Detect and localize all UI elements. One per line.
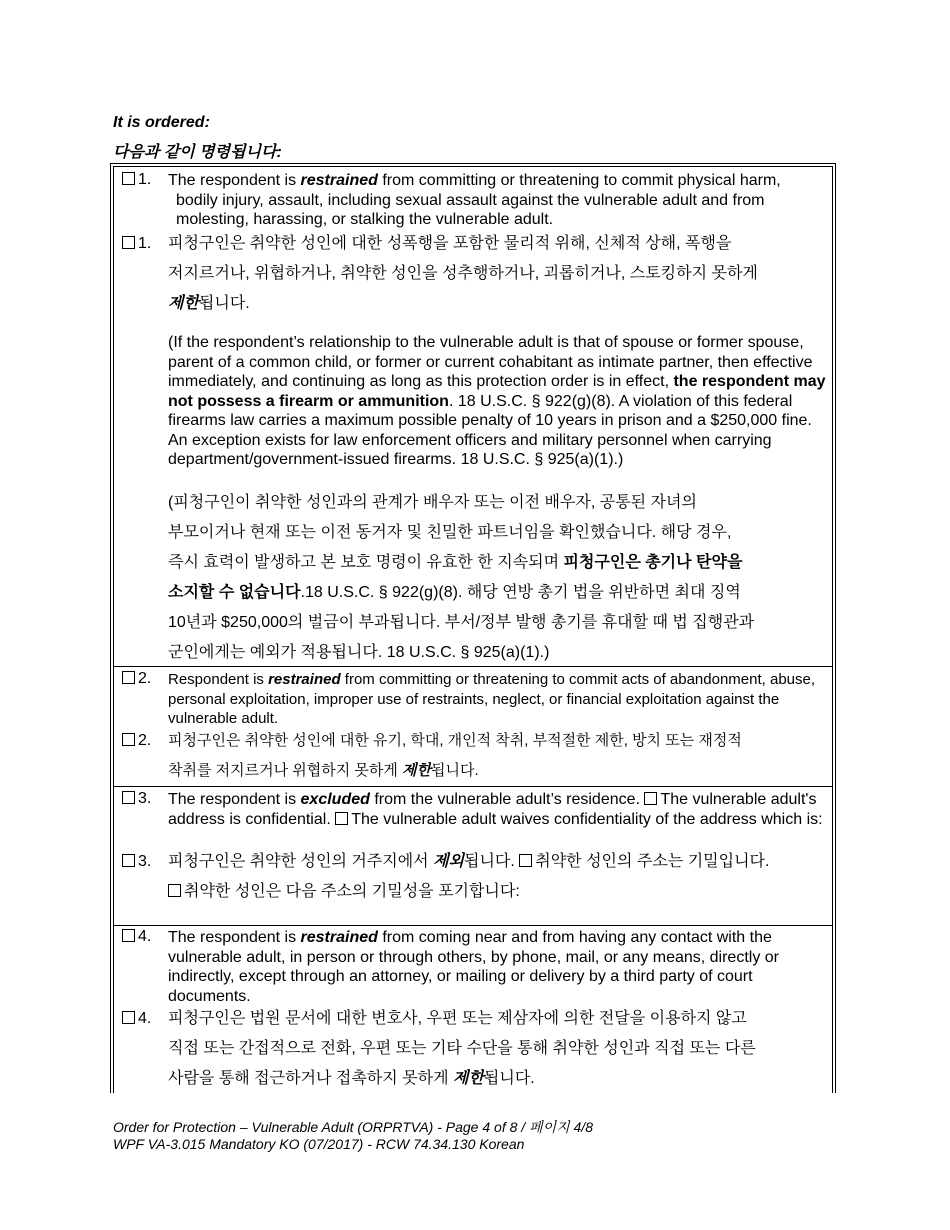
orders-box (110, 163, 836, 1093)
heading-ko: 다음과 같이 명령됩니다: (113, 144, 282, 161)
order-item-4: 4. The respondent is restrained from coming near and from having any contact with the vulnerable adult, in person or through others, by phone, mail, or any means, directly or indirectly, except through an attorney, or mailing or delivery by a third party of court documents. 4. 피청구인은 법원 문서에 대한 변호사, 우편 또는 제삼자에 의한 전달을 이용하지 않고 직접 또는 간접적으로 전화, 우편 또는 기타 수단을 통해 취약한 성인과 직접 또는 다른 사람을 통해 접근하거나 접촉하지 못하게 제한됩니다. (114, 924, 832, 1097)
checkbox[interactable] (122, 929, 135, 942)
item-1-ko: 피청구인은 취약한 성인에 대한 성폭행을 포함한 물리적 위해, 신체적 상해, 폭행을 저지르거나, 위협하거나, 취약한 성인을 성추행하거나, 괴롭히거나, 스토킹하지 못하게 제한됩니다. (168, 235, 758, 312)
footer-line-2: WPF VA-3.015 Mandatory KO (07/2017) - RCW 74.34.130 Korean (113, 1136, 525, 1152)
checkbox[interactable] (519, 854, 532, 867)
item-3-ko: 피청구인은 취약한 성인의 거주지에서 제외됩니다. 취약한 성인의 주소는 기밀입니다. 취약한 성인은 다음 주소의 기밀성을 포기합니다: (168, 853, 770, 900)
checkbox[interactable] (122, 733, 135, 746)
checkbox[interactable] (122, 671, 135, 684)
checkbox[interactable] (122, 172, 135, 185)
checkbox[interactable] (122, 791, 135, 804)
checkbox[interactable] (122, 854, 135, 867)
order-item-2: 2. Respondent is restrained from committing or threatening to commit acts of abandonment, abuse, personal exploitation, improper use of restraints, neglect, or financial exploitation against the vulnerable adult. 2. 피청구인은 취약한 성인에 대한 유기, 학대, 개인적 착취, 부적절한 제한, 방치 또는 재정적 착취를 저지르거나 위협하지 못하게 제한됩니다. (114, 666, 832, 787)
item-4-ko: 피청구인은 법원 문서에 대한 변호사, 우편 또는 제삼자에 의한 전달을 이용하지 않고 직접 또는 간접적으로 전화, 우편 또는 기타 수단을 통해 취약한 성인과 직접 또는 다른 사람을 통해 접근하거나 접촉하지 못하게 제한됩니다. (168, 1010, 756, 1087)
item-3-en: The respondent is excluded from the vulnerable adult’s residence. The vulnerable adult's address is confidential. The vulnerable adult waives confidentiality of the address which is: (168, 791, 823, 828)
item-1-en: The respondent is restrained from committing or threatening to commit physical harm, bodily injury, assault, including sexual assault against the vulnerable adult and from molesting, harassing, or stalking the vulnerable adult. (168, 172, 781, 228)
checkbox[interactable] (122, 1011, 135, 1024)
footer-line-1: Order for Protection – Vulnerable Adult (ORPRTVA) - Page 4 of 8 / 페이지 4/8 (113, 1119, 593, 1135)
heading-en: It is ordered: (113, 114, 210, 131)
address-confidential-checkbox[interactable] (644, 792, 657, 805)
firearm-note-en: (If the respondent’s relationship to the vulnerable adult is that of spouse or former spouse, parent of a common child, or former or current cohabitant as intimate partner, then effective immediately, and continuing as long as this protection order is in effect, the respondent may not possess a firearm or ammunition. 18 U.S.C. § 922(g)(8). A violation of this federal firearms law carries a maximum possible penalty of 10 years in prison and a $250,000 fine. An exception exists for law enforcement officers and military personnel when carrying department/government-issued firearms. 18 U.S.C. § 925(a)(1).) (168, 334, 826, 468)
item-2-ko: 피청구인은 취약한 성인에 대한 유기, 학대, 개인적 착취, 부적절한 제한, 방치 또는 재정적 착취를 저지르거나 위협하지 못하게 제한됩니다. (168, 732, 742, 779)
order-item-3: 3. The respondent is excluded from the vulnerable adult’s residence. The vulnerable adult's address is confidential. The vulnerable adult waives confidentiality of the address which is: 3. 피청구인은 취약한 성인의 거주지에서 제외됩니다. 취약한 성인의 주소는 기밀입니다. 취약한 성인은 다음 주소의 기밀성을 포기합니다: (114, 786, 832, 926)
waives-confidentiality-checkbox[interactable] (335, 812, 348, 825)
checkbox[interactable] (168, 884, 181, 897)
checkbox[interactable] (122, 236, 135, 249)
order-item-1: 1. The respondent is restrained from committing or threatening to commit physical harm, bodily injury, assault, including sexual assault against the vulnerable adult and from molesting, harassing, or stalking the vulnerable adult. 1. 피청구인은 취약한 성인에 대한 성폭행을 포함한 물리적 위해, 신체적 상해, 폭행을 저지르거나, 위협하거나, 취약한 성인을 성추행하거나, 괴롭히거나, 스토킹하지 못하게 제한됩니다. (If the respondent’s relationship to the vulnerable adult is that of spouse or former spouse, parent of a common child, or former or current cohabitant as intimate partner, then effective immediately, and continuing as long as this protection order is in effect, the respondent may not possess a firearm or ammunition. 18 U.S.C. § 922(g)(8). A violation of this federal firearms law carries a maximum possible penalty of 10 years in prison and a $250,000 fine. An exception exists for law enforcement officers and military personnel when carrying department/government-issued firearms. 18 U.S.C. § 925(a)(1).) (피청구인이 취약한 성인과의 관계가 배우자 또는 이전 배우자, 공통된 자녀의 부모이거나 현재 또는 이전 동거자 및 친밀한 파트너임을 확인했습니다. 해당 경우, 즉시 효력이 발생하고 본 보호 명령이 유효한 한 지속되며 피청구인은 총기나 탄약을 소지할 수 없습니다.18 U.S.C. § 922(g)(8). 해당 연방 총기 법을 위반하면 최대 징역 10년과 $250,000의 벌금이 부과됩니다. 부서/정부 발행 총기를 휴대할 때 법 집행관과 군인에게는 예외가 적용됩니다. 18 U.S.C. § 925(a)(1).) (114, 167, 832, 667)
item-2-en: Respondent is restrained from committing or threatening to commit acts of abandonment, abuse, personal exploitation, improper use of restraints, neglect, or financial exploitation against the vulnerable adult. (168, 671, 816, 727)
firearm-note-ko: (피청구인이 취약한 성인과의 관계가 배우자 또는 이전 배우자, 공통된 자녀의 부모이거나 현재 또는 이전 동거자 및 친밀한 파트너임을 확인했습니다. 해당 경우, 즉시 효력이 발생하고 본 보호 명령이 유효한 한 지속되며 피청구인은 총기나 탄약을 소지할 수 없습니다.18 U.S.C. § 922(g)(8). 해당 연방 총기 법을 위반하면 최대 징역 10년과 $250,000의 벌금이 부과됩니다. 부서/정부 발행 총기를 휴대할 때 법 집행관과 군인에게는 예외가 적용됩니다. 18 U.S.C. § 925(a)(1).) (168, 494, 755, 661)
item-4-en: The respondent is restrained from coming near and from having any contact with the vulnerable adult, in person or through others, by phone, mail, or any means, directly or indirectly, except through an attorney, or mailing or delivery by a third party of court documents. (168, 929, 779, 1005)
